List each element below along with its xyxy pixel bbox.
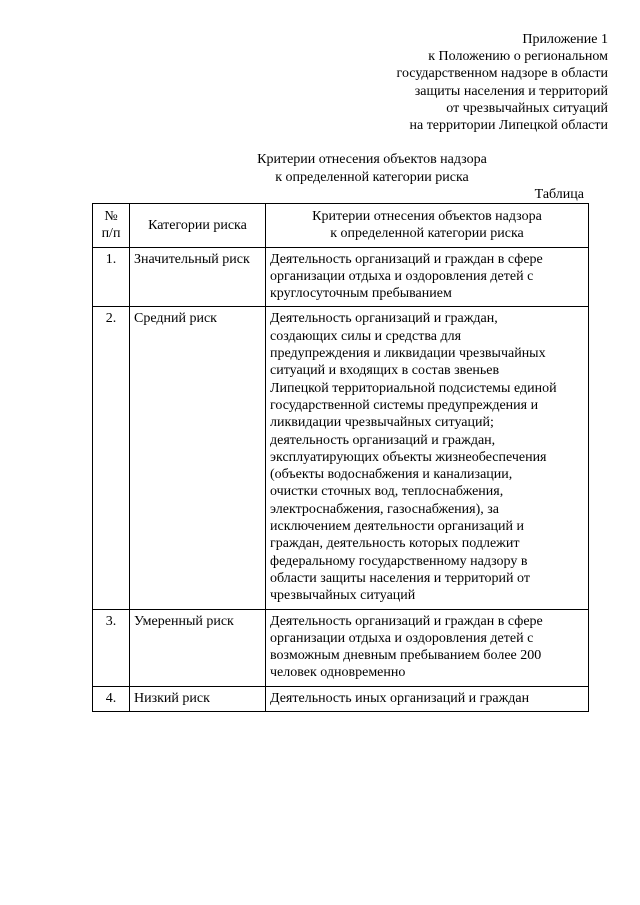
criteria-line: исключением деятельности организаций и bbox=[270, 519, 525, 535]
appendix-line: на территории Липецкой области bbox=[409, 118, 608, 134]
appendix-header bbox=[288, 31, 608, 134]
header-criteria-line: Критерии отнесения объектов надзора bbox=[312, 209, 542, 224]
criteria-line: Липецкой территориальной подсистемы единой bbox=[270, 380, 557, 396]
criteria-line: ликвидации чрезвычайных ситуаций; bbox=[270, 415, 494, 431]
criteria-line: Деятельность организаций и граждан, bbox=[270, 311, 498, 327]
criteria-line: области защиты населения и территорий от bbox=[270, 570, 530, 586]
table-row bbox=[93, 609, 589, 686]
row-risk-category: Средний риск bbox=[130, 307, 266, 609]
criteria-line: государственной системы предупреждения и bbox=[270, 397, 539, 413]
appendix-line: защиты населения и территорий bbox=[414, 83, 608, 99]
header-number-line: п/п bbox=[101, 226, 121, 242]
header-number-line: № bbox=[104, 209, 118, 224]
row-risk-category: Значительный риск bbox=[130, 247, 266, 307]
criteria-line: очистки сточных вод, теплоснабжения, bbox=[270, 484, 504, 500]
criteria-line: человек одновременно bbox=[270, 665, 406, 681]
criteria-line: чрезвычайных ситуаций bbox=[270, 588, 416, 604]
table-row bbox=[93, 307, 589, 609]
criteria-line: ситуаций и входящих в состав звеньев bbox=[270, 363, 500, 379]
criteria-line: Деятельность организаций и граждан в сфере bbox=[270, 251, 543, 267]
document-title bbox=[0, 151, 640, 186]
criteria-line: круглосуточным пребыванием bbox=[270, 286, 452, 302]
row-criteria bbox=[266, 686, 589, 711]
table-row bbox=[93, 247, 589, 307]
criteria-line: организации отдыха и оздоровления детей с bbox=[270, 268, 534, 284]
criteria-line: Деятельность иных организаций и граждан bbox=[270, 690, 530, 706]
appendix-line: от чрезвычайных ситуаций bbox=[446, 100, 608, 116]
header-criteria bbox=[266, 204, 589, 248]
appendix-line: к Положению о региональном bbox=[428, 49, 608, 65]
row-criteria bbox=[266, 307, 589, 609]
criteria-line: предупреждения и ликвидации чрезвычайных bbox=[270, 346, 546, 362]
header-category: Категории риска bbox=[130, 204, 266, 248]
row-number: 1. bbox=[93, 247, 130, 307]
document-title-line: к определенной категории риска bbox=[275, 169, 469, 185]
criteria-line: электроснабжения, газоснабжения), за bbox=[270, 501, 500, 517]
header-number bbox=[93, 204, 130, 248]
risk-criteria-table bbox=[92, 203, 589, 712]
table-header-row bbox=[93, 204, 589, 248]
appendix-line: государственном надзоре в области bbox=[396, 66, 608, 82]
criteria-line: федеральному государственному надзору в bbox=[270, 553, 528, 569]
table-body bbox=[93, 247, 589, 711]
criteria-line: Деятельность организаций и граждан в сфере bbox=[270, 613, 543, 629]
criteria-line: создающих силы и средства для bbox=[270, 328, 462, 344]
row-number: 4. bbox=[93, 686, 130, 711]
table-row bbox=[93, 686, 589, 711]
criteria-line: возможным дневным пребыванием более 200 bbox=[270, 648, 542, 664]
row-number: 2. bbox=[93, 307, 130, 609]
appendix-line: Приложение 1 bbox=[522, 32, 608, 47]
criteria-line: (объекты водоснабжения и канализации, bbox=[270, 467, 513, 483]
criteria-line: эксплуатирующих объекты жизнеобеспечения bbox=[270, 449, 547, 465]
criteria-line: деятельность организаций и граждан, bbox=[270, 432, 496, 448]
row-number: 3. bbox=[93, 609, 130, 686]
table-caption: Таблица bbox=[534, 187, 584, 202]
header-criteria-line: к определенной категории риска bbox=[330, 226, 524, 242]
row-risk-category: Низкий риск bbox=[130, 686, 266, 711]
criteria-line: граждан, деятельность которых подлежит bbox=[270, 536, 520, 552]
document-title-line: Критерии отнесения объектов надзора bbox=[257, 152, 487, 167]
row-criteria bbox=[266, 609, 589, 686]
criteria-line: организации отдыха и оздоровления детей с bbox=[270, 630, 534, 646]
row-risk-category: Умеренный риск bbox=[130, 609, 266, 686]
row-criteria bbox=[266, 247, 589, 307]
